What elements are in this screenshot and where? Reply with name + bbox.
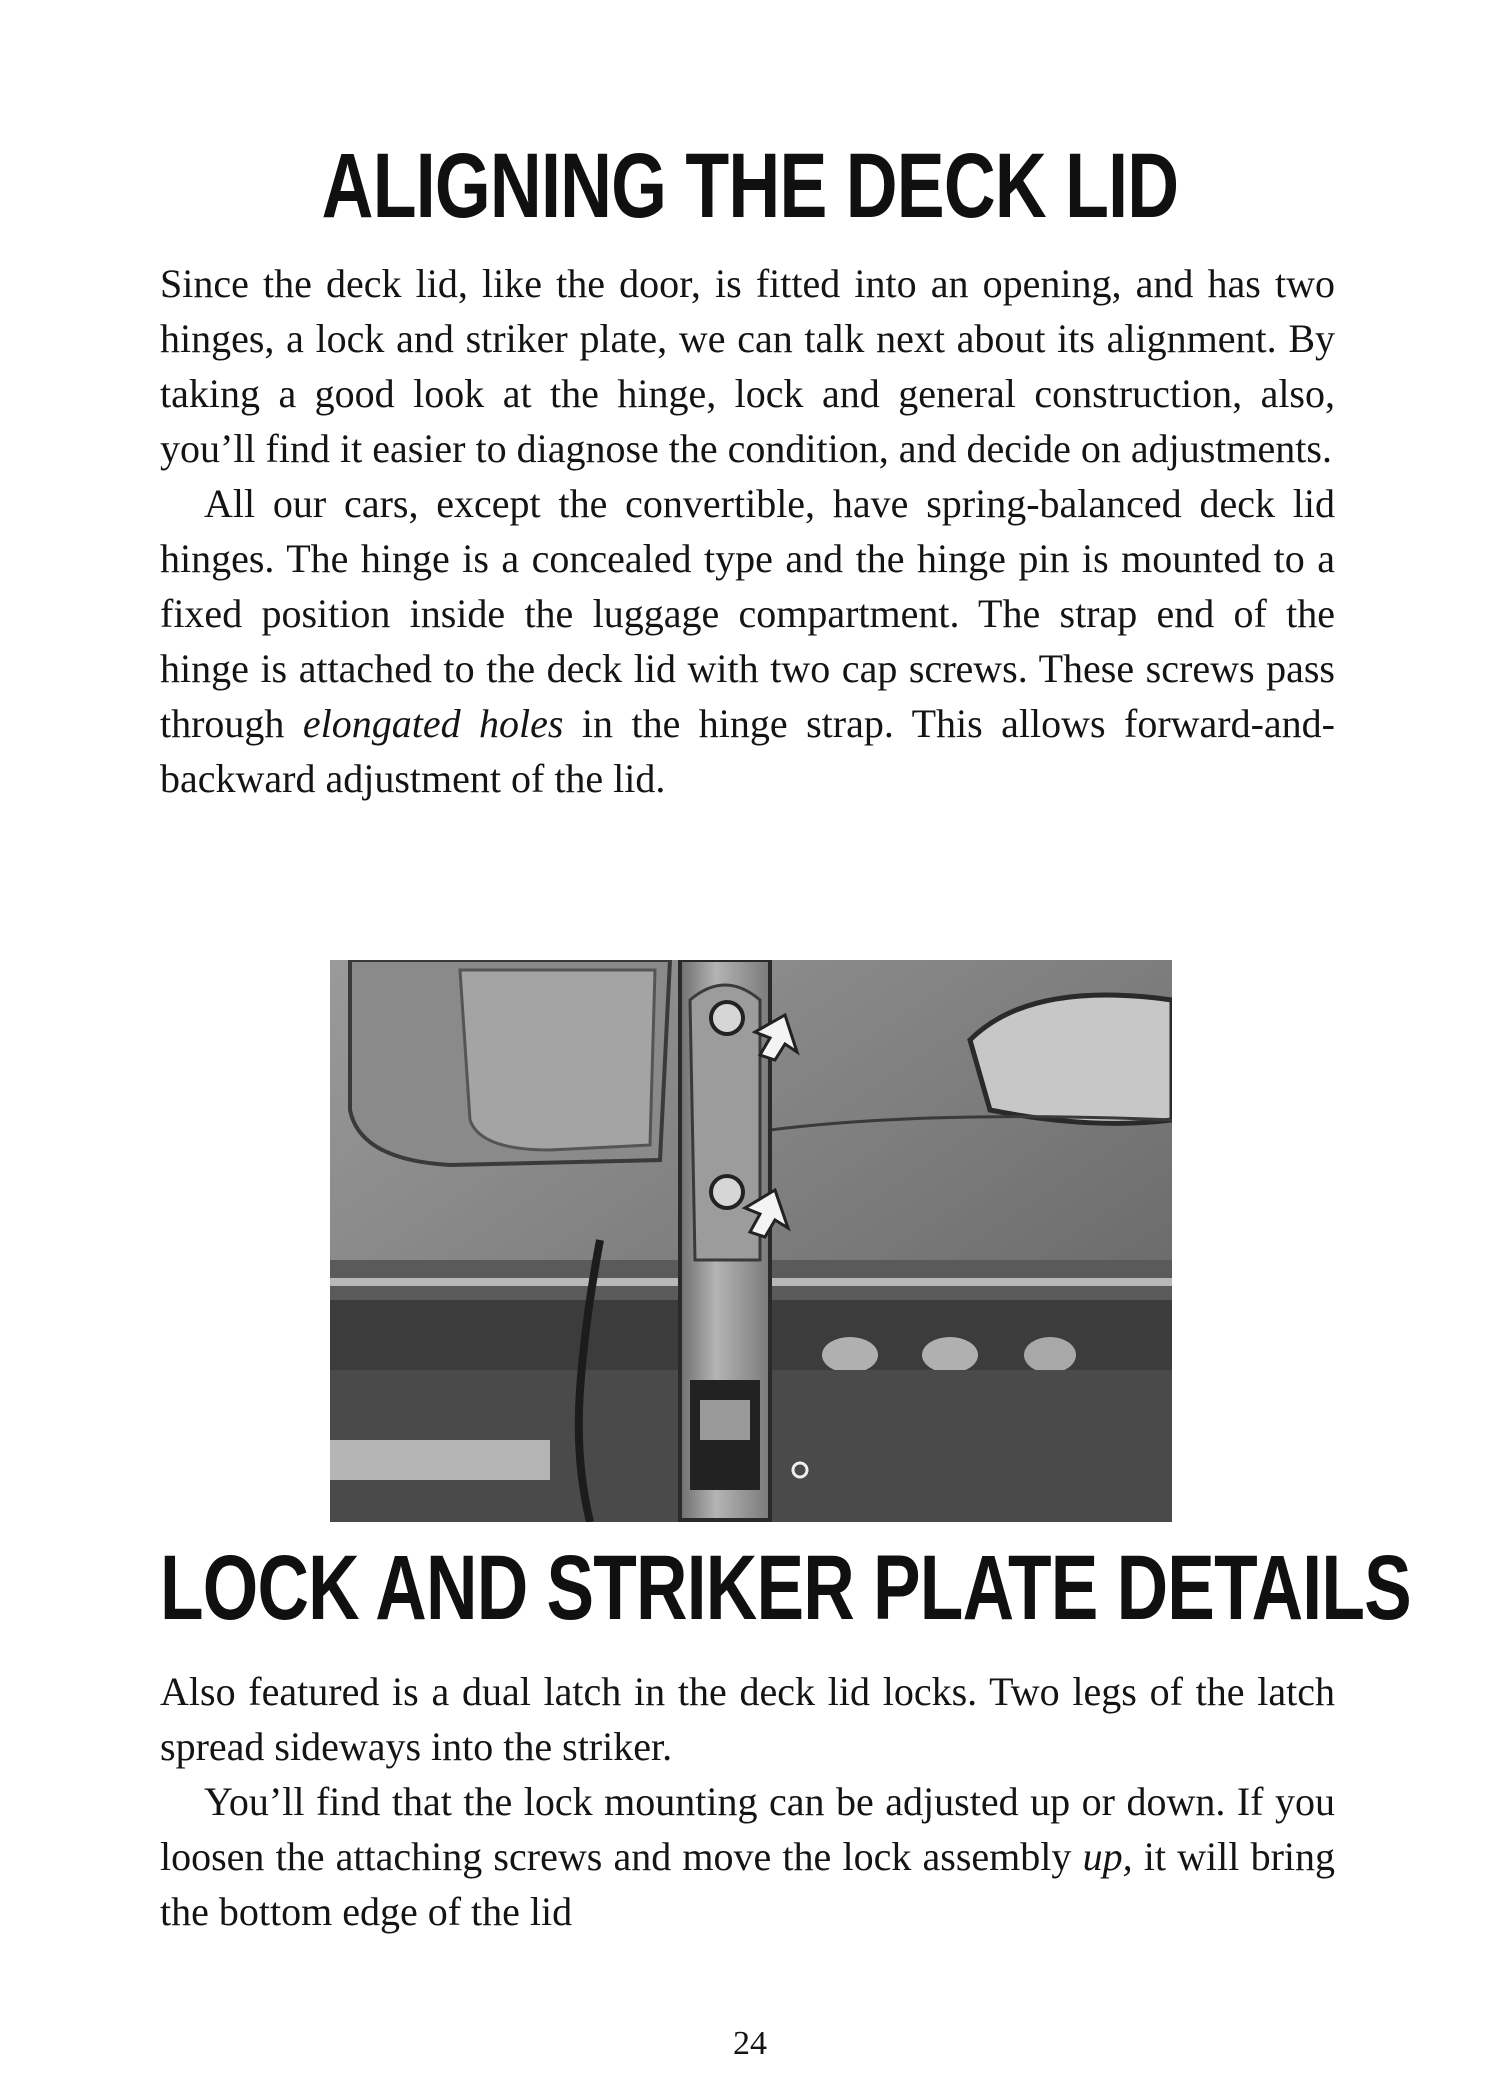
emphasis-text: elongated holes <box>302 701 564 746</box>
section-deck-lid-text <box>160 256 1335 806</box>
paragraph-text: it will bring the bottom edge of the lid <box>160 1834 1335 1934</box>
paragraph <box>160 476 1335 806</box>
section-heading: LOCK AND STRIKER PLATE DETAILS <box>160 1537 1411 1639</box>
paragraph-text: Since the deck lid, like the door, is fitted into an opening, and has two hinges, a lock and striker plate, we can talk next about its alignment. By taking a good look at the hinge, lock and general construction, also, you’ll find it easier to diagnose the condition, and decide on adjustments. <box>160 261 1335 471</box>
page-number: 24 <box>733 2025 767 2062</box>
paragraph-text: in the hinge strap. This allows forward-and-backward adjustment of the lid. <box>160 701 1335 801</box>
paragraph-text: All our cars, except the convertible, have spring-balanced deck lid hinges. The hinge is a concealed type and the hinge pin is mounted to a fixed position inside the luggage compartment. The strap end of the hinge is attached to the deck lid with two cap screws. These screws pass through <box>160 481 1335 746</box>
paragraph <box>160 1664 1335 1774</box>
paragraph-text: Also featured is a dual latch in the deck lid locks. Two legs of the latch spread sideways into the striker. <box>160 1669 1335 1769</box>
section-lock-text <box>160 1664 1335 1939</box>
paragraph <box>160 256 1335 476</box>
page-title: ALIGNING THE DECK LID <box>321 135 1179 237</box>
deck-lid-hinge-photo <box>330 960 1172 1522</box>
emphasis-text: up, <box>1082 1834 1133 1879</box>
paragraph-text: You’ll find that the lock mounting can be adjusted up or down. If you loosen the attaching screws and move the lock assembly <box>160 1779 1335 1879</box>
paragraph <box>160 1774 1335 1939</box>
